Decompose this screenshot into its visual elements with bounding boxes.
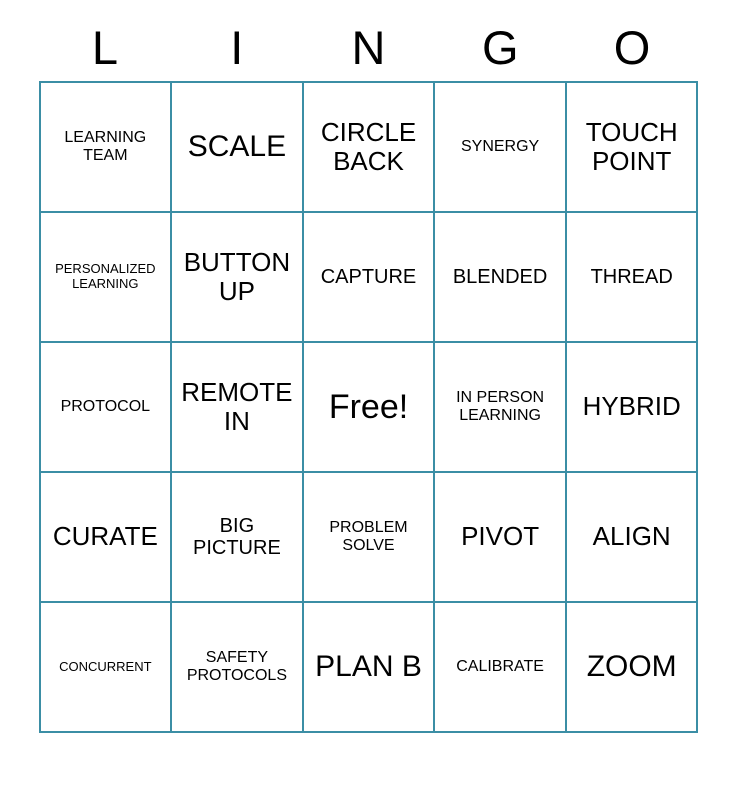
header-letter-o: O (613, 21, 651, 74)
bingo-cell-label: CALIBRATE (456, 658, 544, 676)
bingo-cell-label: CONCURRENT (59, 658, 152, 674)
bingo-row (40, 342, 698, 472)
bingo-cell[interactable] (566, 212, 698, 342)
header-letter-l: L (91, 21, 119, 74)
bingo-cell[interactable] (171, 342, 303, 472)
bingo-cell[interactable] (303, 212, 435, 342)
bingo-row (40, 602, 698, 732)
bingo-cell[interactable] (171, 602, 303, 732)
bingo-cell[interactable] (40, 212, 172, 342)
bingo-cell[interactable] (434, 602, 566, 732)
bingo-cell-label: LEARNING TEAM (64, 129, 147, 164)
bingo-cell[interactable] (566, 82, 698, 212)
bingo-cell-free[interactable] (303, 342, 435, 472)
header-letter-i: I (230, 21, 244, 74)
bingo-cell-label: BIG PICTURE (193, 514, 281, 559)
bingo-cell[interactable] (303, 82, 435, 212)
bingo-cell-label: SAFETY PROTOCOLS (186, 649, 287, 684)
bingo-cell[interactable] (40, 472, 172, 602)
bingo-cell[interactable] (566, 602, 698, 732)
bingo-cell-label: ZOOM (586, 650, 677, 684)
header-letter-n: N (351, 21, 386, 74)
bingo-cell[interactable] (40, 342, 172, 472)
bingo-cell-label: PERSONALIZED LEARNING (55, 261, 156, 291)
bingo-cell[interactable] (171, 472, 303, 602)
header-letter-g: G (481, 21, 519, 74)
bingo-cell-label: PROBLEM SOLVE (329, 519, 408, 554)
bingo-cell-label: REMOTE IN (181, 376, 293, 436)
bingo-cell[interactable] (303, 472, 435, 602)
bingo-cell[interactable] (434, 342, 566, 472)
bingo-cell-label: PLAN B (315, 650, 422, 684)
bingo-cell-label: Free! (328, 387, 409, 426)
bingo-cell[interactable] (434, 212, 566, 342)
bingo-row (40, 472, 698, 602)
bingo-cell-label: HYBRID (582, 391, 681, 422)
bingo-grid (39, 81, 699, 733)
bingo-cell-label: ALIGN (592, 521, 671, 552)
bingo-cell-label: IN PERSON LEARNING (456, 389, 545, 424)
bingo-cell-label: CURATE (52, 521, 158, 552)
bingo-cell-label: CIRCLE BACK (320, 116, 417, 176)
bingo-cell[interactable] (40, 82, 172, 212)
bingo-cell-label: BLENDED (452, 265, 548, 288)
bingo-row (40, 212, 698, 342)
bingo-cell[interactable] (171, 212, 303, 342)
bingo-cell[interactable] (566, 342, 698, 472)
bingo-cell[interactable] (40, 602, 172, 732)
bingo-cell-label: BUTTON UP (183, 246, 291, 306)
bingo-cell-label: PROTOCOL (60, 398, 151, 416)
bingo-header (40, 21, 698, 74)
bingo-cell-label: TOUCH POINT (585, 116, 678, 176)
bingo-cell[interactable] (566, 472, 698, 602)
bingo-cell-label: SCALE (187, 130, 287, 164)
bingo-cell-label: PIVOT (461, 521, 540, 552)
bingo-cell[interactable] (434, 472, 566, 602)
bingo-row (40, 82, 698, 212)
bingo-cell[interactable] (303, 602, 435, 732)
bingo-cell-label: SYNERGY (460, 138, 540, 156)
bingo-cell-label: THREAD (590, 265, 673, 288)
bingo-cell[interactable] (434, 82, 566, 212)
bingo-cell-label: CAPTURE (320, 265, 417, 288)
bingo-cell[interactable] (171, 82, 303, 212)
